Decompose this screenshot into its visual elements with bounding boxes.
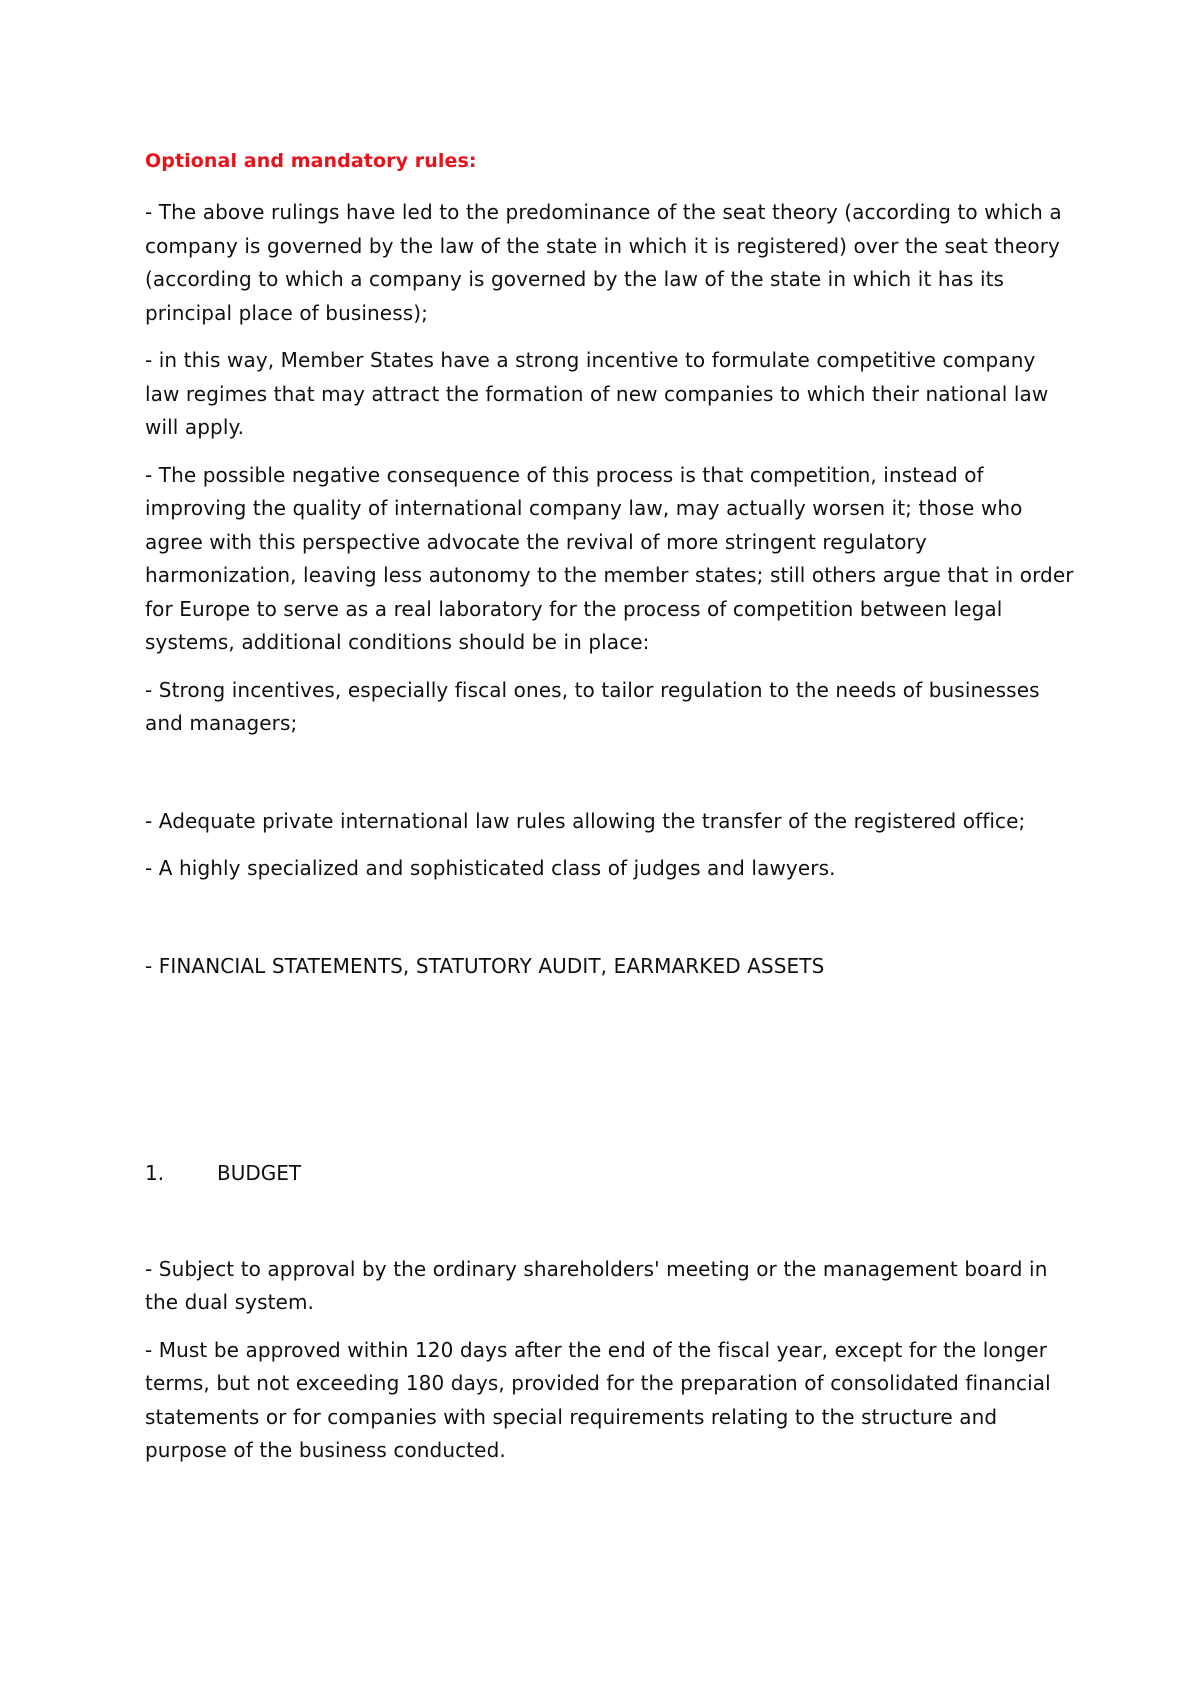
numbered-heading-budget [145,1157,1075,1191]
item-number: 1. [145,1161,165,1185]
spacer [145,900,1075,950]
spacer [145,755,1075,805]
document-content [145,148,1075,1482]
section-heading: Optional and mandatory rules: [145,150,477,172]
paragraph-judges-lawyers: - A highly specialized and sophisticated class of judges and lawyers. [145,856,836,880]
paragraph-seat-theory: - The above rulings have led to the predominance of the seat theory (according to which a company is governed by the law of the state in which it is registered) over the seat theory (according to which a company is governed by the law of the state in which it has its principal place of business); [145,200,1062,325]
paragraph-approval: - Subject to approval by the ordinary shareholders' meeting or the management board in the dual system. [145,1256,1048,1314]
paragraph-negative-consequence: - The possible negative consequence of this process is that competition, instead of improving the quality of international company law, may actually worsen it; those who agree with this perspective advocate the revival of more stringent regulatory harmonization, leaving less autonomy to the member states; still others argue that in order for Europe to serve as a real laboratory for the process of competition between legal systems, additional conditions should be in place: [145,462,1074,654]
paragraph-private-international-law: - Adequate private international law rules allowing the transfer of the registered office; [145,808,1026,833]
paragraph-strong-incentives: - Strong incentives, especially fiscal ones, to tailor regulation to the needs of businesses and managers; [145,677,1040,735]
section-line-financial-statements: - FINANCIAL STATEMENTS, STATUTORY AUDIT, EARMARKED ASSETS [145,953,825,978]
paragraph-member-states: - in this way, Member States have a strong incentive to formulate competitive company law regimes that may attract the formation of new companies to which their national law will apply. [145,348,1049,439]
item-title: BUDGET [217,1161,302,1185]
spacer [145,997,1075,1157]
paragraph-approval-deadline: - Must be approved within 120 days after the end of the fiscal year, except for the longer terms, but not exceeding 180 days, provided for the preparation of consolidated financial statements or for companies with special requirements relating to the structure and purpose of the business conducted. [145,1337,1051,1462]
spacer [145,1191,1075,1253]
